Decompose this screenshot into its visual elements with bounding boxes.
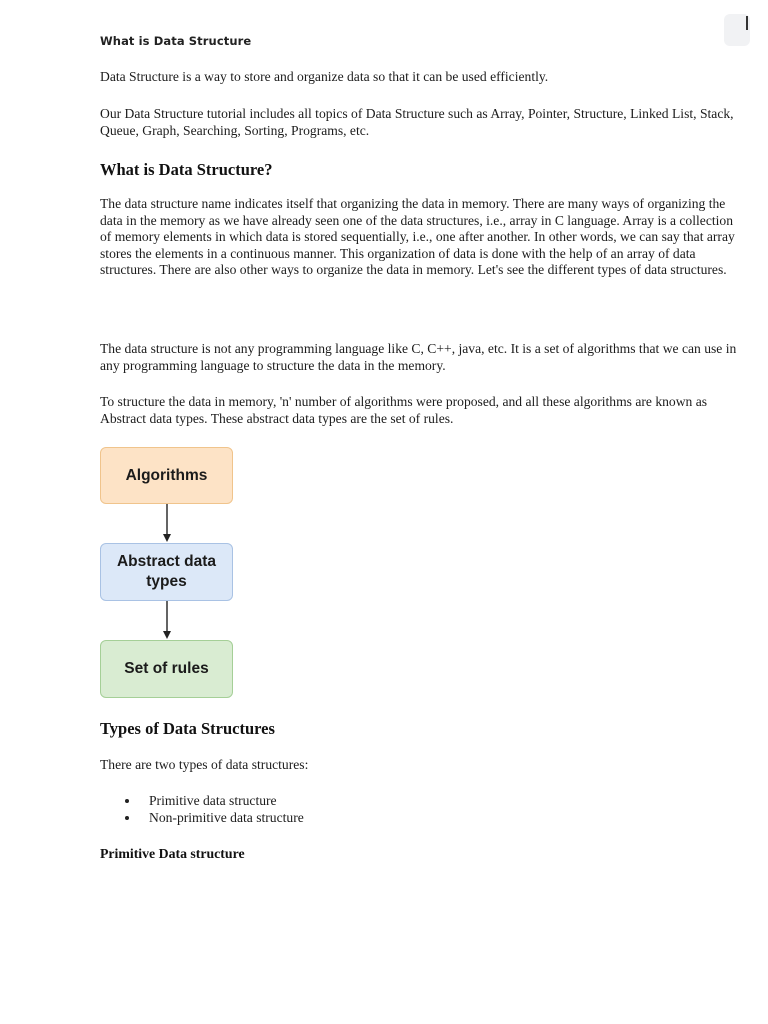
page-header-title: What is Data Structure: [100, 34, 252, 48]
list-item: [122, 792, 304, 809]
bullet-icon: [125, 799, 129, 803]
intro-paragraph: Data Structure is a way to store and organize data so that it can be used efficiently.: [100, 69, 549, 84]
definition-paragraph: The data structure name indicates itself that organizing the data in memory. There are many ways of organizing the data in the memory as we have already seen one of the data structures, i.e., array in C language. Array is a collection of memory elements in which data is stored sequentially, i.e., one after another. In other words, we can say that array stores the elements in a continuous manner. This organization of data is done with the help of an array of data structures. There are also other ways to organize the data in memory. Let's see the different types of data structures.: [100, 196, 735, 278]
flow-box-label: Set of rules: [124, 660, 209, 677]
types-intro-paragraph: There are two types of data structures:: [100, 757, 309, 772]
types-list: [122, 792, 304, 826]
down-arrow-icon: [160, 601, 174, 640]
section-heading-types: Types of Data Structures: [100, 719, 275, 738]
text-cursor-icon: [746, 16, 748, 30]
list-item-label: Non-primitive data structure: [149, 810, 304, 825]
not-language-paragraph: The data structure is not any programming language like C, C++, java, etc. It is a set of algorithms that we can use in any programming language to structure the data in the memory.: [100, 341, 737, 373]
section-heading-primitive: Primitive Data structure: [100, 846, 245, 861]
list-item: [122, 809, 304, 826]
flow-box-label: Abstract data types: [116, 553, 217, 590]
flow-box-abstract-data-types: [100, 543, 233, 601]
flow-box-set-of-rules: [100, 640, 233, 698]
flow-box-algorithms: [100, 447, 233, 504]
section-heading-what-is: What is Data Structure?: [100, 160, 273, 179]
tutorial-topics-paragraph: Our Data Structure tutorial includes all topics of Data Structure such as Array, Pointer, Structure, Linked List, Stack, Queue, Graph, Searching, Sorting, Programs, etc.: [100, 106, 734, 138]
bullet-icon: [125, 816, 129, 820]
list-item-label: Primitive data structure: [149, 793, 277, 808]
flow-box-label: Algorithms: [125, 466, 208, 484]
adt-paragraph: To structure the data in memory, 'n' number of algorithms were proposed, and all these algorithms are known as Abstract data types. These abstract data types are the set of rules.: [100, 394, 708, 426]
down-arrow-icon: [160, 504, 174, 543]
